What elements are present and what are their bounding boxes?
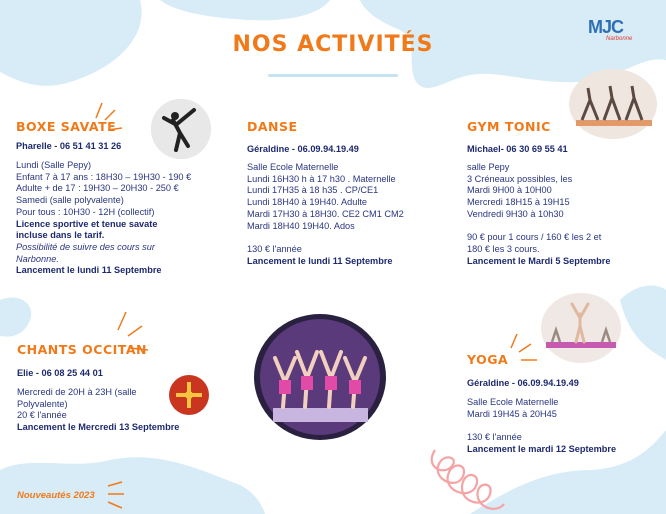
- heading-gym-tonic: GYM TONIC: [467, 119, 551, 134]
- text-line: Licence sportive et tenue savate: [16, 218, 158, 229]
- text-line: Lundi (Salle Pepy): [16, 160, 92, 170]
- nouveautes-label: Nouveautés 2023: [17, 490, 95, 501]
- text-line: salle Pepy: [467, 162, 510, 172]
- text-line: 3 Créneaux possibles, les: [467, 173, 573, 184]
- details-yoga: [467, 397, 616, 456]
- heading-chants-occitan: CHANTS OCCITAN: [17, 342, 147, 357]
- bg-blob-left: [0, 298, 31, 337]
- text-line: Mardi 19H45 à 20H45: [467, 408, 557, 419]
- launch-date: Lancement le lundi 11 Septembre: [247, 255, 393, 266]
- text-line: Lundi 16H30 h à 17 h30 . Maternelle: [247, 173, 396, 184]
- sun-rays-icon: [505, 330, 541, 366]
- contact-gym-tonic: Michael- 06 30 69 55 41: [467, 144, 568, 154]
- details-boxe-savate: [16, 160, 191, 277]
- text-line: Adulte + de 17 : 19H30 – 20H30 - 250 €: [16, 183, 179, 194]
- page-title: NOS ACTIVITÉS: [232, 32, 434, 57]
- launch-date: Lancement le Mardi 5 Septembre: [467, 255, 611, 266]
- text-line: Salle Ecole Maternelle: [467, 397, 559, 407]
- text-line: Possibilité de suivre des cours sur: [16, 241, 155, 252]
- boxer-photo: [150, 98, 212, 160]
- heading-danse: DANSE: [247, 119, 298, 134]
- details-gym-tonic: [467, 162, 610, 267]
- text-line: Lundi 17H35 à 18 h35 . CP/CE1: [247, 185, 379, 196]
- logo: MJC: [588, 17, 624, 37]
- bg-blob-right-mid: [620, 286, 666, 360]
- details-chants-occitan: [17, 387, 179, 434]
- text-line: Narbonne.: [16, 253, 59, 264]
- logo-subtitle: Narbonne: [606, 36, 633, 42]
- launch-date: Lancement le mardi 12 Septembre: [467, 443, 617, 454]
- text-line: Mardi 17H30 à 18H30. CE2 CM1 CM2: [247, 208, 404, 219]
- price: 130 € l'année: [467, 432, 522, 443]
- occitan-cross-icon: [168, 374, 210, 416]
- launch-date: Lancement le lundi 11 Septembre: [16, 265, 162, 276]
- yoga-photo: [540, 292, 622, 364]
- price: 20 € l'année: [17, 410, 67, 421]
- details-danse: [247, 162, 404, 267]
- price: 130 € l'année: [247, 243, 302, 254]
- text-line: Mardi 18H40 19H40. Ados: [247, 220, 355, 231]
- text-line: Mercredi de 20H à 23H (salle: [17, 387, 137, 397]
- gym-photo: [568, 68, 658, 140]
- dance-photo: [253, 312, 388, 442]
- contact-chants-occitan: Elie - 06 08 25 44 01: [17, 368, 103, 378]
- contact-yoga: Géraldine - 06.09.94.19.49: [467, 378, 579, 388]
- contact-boxe-savate: Pharelle - 06 51 41 31 26: [16, 141, 122, 151]
- text-line: Mardi 9H00 à 10H00: [467, 185, 552, 196]
- launch-date: Lancement le Mercredi 13 Septembre: [17, 422, 180, 433]
- text-line: 90 € pour 1 cours / 160 € les 2 et: [467, 232, 602, 243]
- text-line: Salle Ecole Maternelle: [247, 162, 339, 172]
- text-line: Pour tous : 10H30 - 12H (collectif): [16, 206, 155, 217]
- heading-yoga: YOGA: [467, 352, 509, 367]
- heading-boxe-savate: BOXE SAVATE: [16, 119, 117, 134]
- text-line: Vendredi 9H30 à 10h30: [467, 208, 564, 219]
- text-line: Enfant 7 à 17 ans : 18H30 – 19H30 - 190 €: [16, 171, 192, 182]
- contact-danse: Géraldine - 06.09.94.19.49: [247, 144, 359, 154]
- text-line: Lundi 18H40 à 19H40. Adulte: [247, 197, 368, 208]
- title-underline: [268, 74, 398, 77]
- text-line: Mercredi 18H15 à 19H15: [467, 197, 570, 208]
- text-line: Polyvalente): [17, 398, 68, 409]
- bg-blob-top-center: [160, 0, 330, 20]
- text-line: incluse dans le tarif.: [16, 230, 105, 241]
- text-line: 180 € les 3 cours.: [467, 243, 540, 254]
- sun-rays-icon: [104, 480, 134, 514]
- text-line: Samedi (salle polyvalente): [16, 195, 124, 206]
